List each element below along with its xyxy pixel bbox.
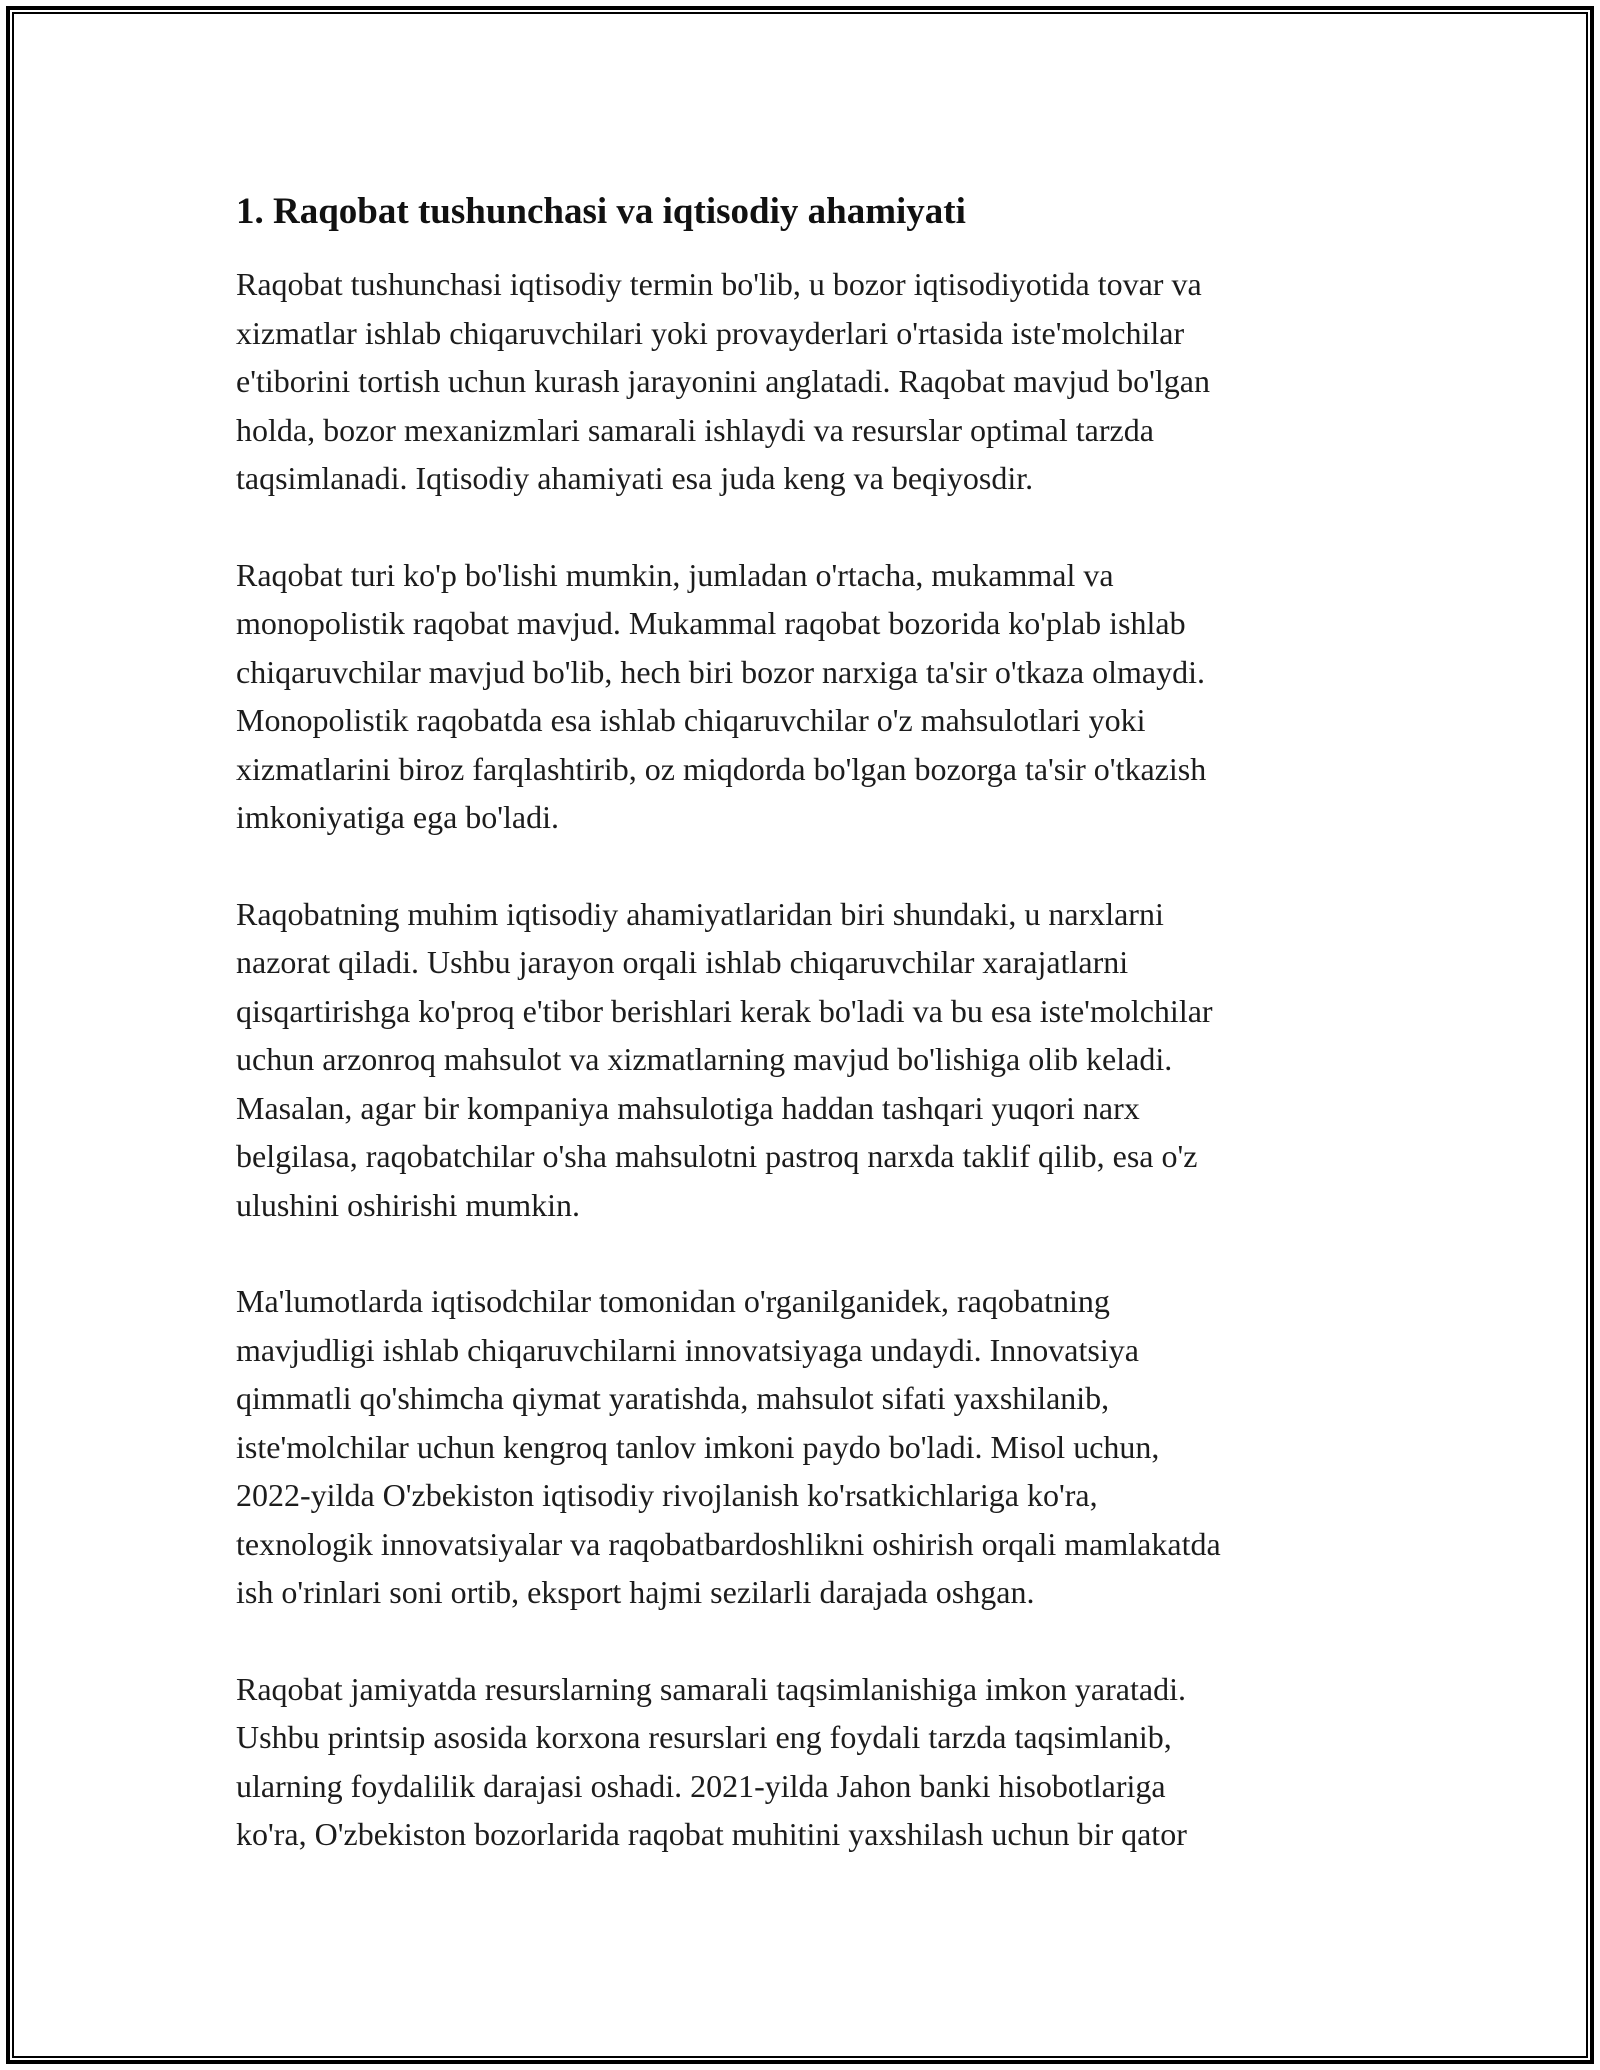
paragraph-resources xyxy=(236,1665,1376,1859)
paragraph-price-control xyxy=(236,890,1376,1230)
paragraph-line: Monopolistik raqobatda esa ishlab chiqaruvchilar o'z mahsulotlari yoki xyxy=(236,702,1146,738)
paragraph-innovation xyxy=(236,1277,1376,1617)
paragraph-line: xizmatlar ishlab chiqaruvchilari yoki provayderlari o'rtasida iste'molchilar xyxy=(236,314,1185,351)
paragraph-types xyxy=(236,551,1376,842)
paragraph-line: chiqaruvchilar mavjud bo'lib, hech biri bozor narxiga ta'sir o'tkaza olmaydi. xyxy=(236,653,1205,690)
paragraph-line: imkoniyatiga ega bo'ladi. xyxy=(236,799,560,835)
paragraph-line: texnologik innovatsiyalar va raqobatbardoshlikni oshirish orqali mamlakatda xyxy=(236,1525,1221,1562)
paragraph-line: belgilasa, raqobatchilar o'sha mahsulotni pastroq narxda taklif qilib, esa o'z xyxy=(236,1138,1198,1174)
paragraph-line: ish o'rinlari soni ortib, eksport hajmi sezilarli darajada oshgan. xyxy=(236,1574,1035,1610)
paragraph-line: mavjudligi ishlab chiqaruvchilarni innovatsiyaga undaydi. Innovatsiya xyxy=(236,1331,1139,1368)
paragraph-line: holda, bozor mexanizmlari samarali ishlaydi va resurslar optimal tarzda xyxy=(236,411,1154,448)
paragraph-line: qisqartirishga ko'proq e'tibor berishlari kerak bo'ladi va bu esa iste'molchilar xyxy=(236,992,1213,1029)
paragraph-line: Raqobat turi ko'p bo'lishi mumkin, jumladan o'rtacha, mukammal va xyxy=(236,556,1114,593)
paragraph-line: e'tiborini tortish uchun kurash jarayonini anglatadi. Raqobat mavjud bo'lgan xyxy=(236,363,1210,399)
paragraph-line: 2022-yilda O'zbekiston iqtisodiy rivojlanish ko'rsatkichlariga ko'ra, xyxy=(236,1477,1098,1513)
document-body xyxy=(236,186,1376,1907)
paragraph-line: qimmatli qo'shimcha qiymat yaratishda, mahsulot sifati yaxshilanib, xyxy=(236,1380,1110,1416)
paragraph-line: Ushbu printsip asosida korxona resurslari eng foydali tarzda taqsimlanib, xyxy=(236,1719,1172,1755)
section-heading: 1. Raqobat tushunchasi va iqtisodiy ahamiyati xyxy=(236,191,966,232)
paragraph-definition xyxy=(236,260,1376,503)
paragraph-line: ko'ra, O'zbekiston bozorlarida raqobat muhitini yaxshilash uchun bir qator xyxy=(236,1816,1187,1852)
paragraph-line: Raqobat tushunchasi iqtisodiy termin bo'lib, u bozor iqtisodiyotida tovar va xyxy=(236,266,1202,302)
paragraph-line: xizmatlarini biroz farqlashtirib, oz miqdorda bo'lgan bozorga ta'sir o'tkazish xyxy=(236,750,1207,787)
paragraph-line: uchun arzonroq mahsulot va xizmatlarning mavjud bo'lishiga olib keladi. xyxy=(236,1041,1173,1077)
paragraph-line: Raqobatning muhim iqtisodiy ahamiyatlaridan biri shundaki, u narxlarni xyxy=(236,895,1164,932)
paragraph-line: nazorat qiladi. Ushbu jarayon orqali ishlab chiqaruvchilar xarajatlarni xyxy=(236,944,1129,980)
paragraph-line: ulushini oshirishi mumkin. xyxy=(236,1186,581,1223)
paragraph-line: taqsimlanadi. Iqtisodiy ahamiyati esa juda keng va beqiyosdir. xyxy=(236,460,1034,496)
paragraph-line: Masalan, agar bir kompaniya mahsulotiga haddan tashqari yuqori narx xyxy=(236,1089,1140,1126)
paragraph-line: Raqobat jamiyatda resurslarning samarali taqsimlanishiga imkon yaratadi. xyxy=(236,1670,1186,1707)
paragraph-line: iste'molchilar uchun kengroq tanlov imkoni paydo bo'ladi. Misol uchun, xyxy=(236,1428,1160,1465)
paragraph-line: monopolistik raqobat mavjud. Mukammal raqobat bozorida ko'plab ishlab xyxy=(236,605,1186,641)
paragraph-line: Ma'lumotlarda iqtisodchilar tomonidan o'rganilganidek, raqobatning xyxy=(236,1283,1110,1319)
paragraph-line: ularning foydalilik darajasi oshadi. 2021-yilda Jahon banki hisobotlariga xyxy=(236,1767,1166,1804)
